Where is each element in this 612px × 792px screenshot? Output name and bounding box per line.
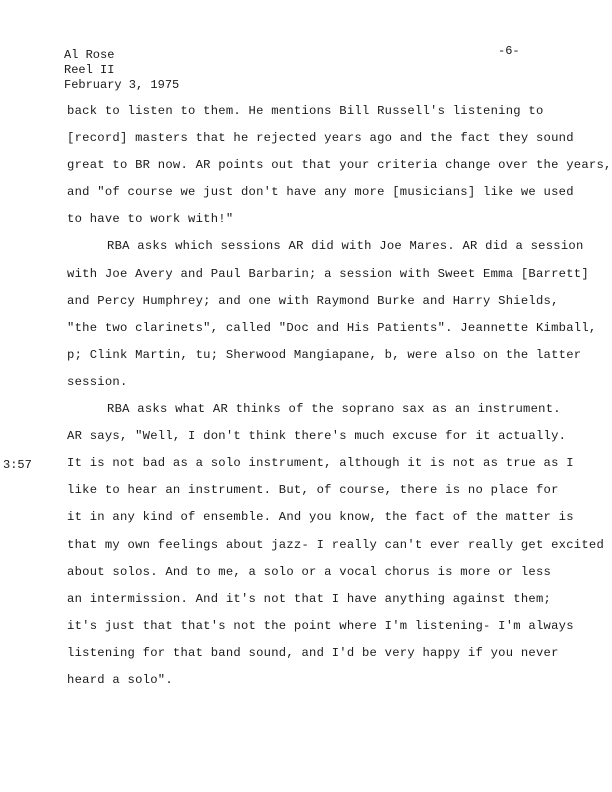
text-line: and "of course we just don't have any more [musicians] like we used (67, 185, 574, 200)
text-line: it in any kind of ensemble. And you know, the fact of the matter is (67, 510, 574, 525)
timecode-margin-note: 3:57 (3, 458, 32, 472)
text-line: AR says, "Well, I don't think there's much excuse for it actually. (67, 429, 567, 444)
text-line: [record] masters that he rejected years ago and the fact they sound (67, 131, 574, 146)
text-line: to have to work with!" (67, 212, 234, 227)
text-line: "the two clarinets", called "Doc and His Patients". Jeannette Kimball, (67, 320, 597, 335)
text-line: and Percy Humphrey; and one with Raymond Burke and Harry Shields, (67, 293, 559, 308)
transcript-body (67, 98, 612, 694)
interview-date: February 3, 1975 (64, 78, 180, 92)
reel-label: Reel II (64, 63, 115, 77)
text-line: with Joe Avery and Paul Barbarin; a session with Sweet Emma [Barrett] (67, 266, 589, 281)
text-line: heard a solo". (67, 672, 173, 687)
text-line: it's just that that's not the point where I'm listening- I'm always (67, 618, 574, 633)
text-line: that my own feelings about jazz- I really can't ever really get excited (67, 537, 605, 552)
text-line: like to hear an instrument. But, of course, there is no place for (67, 483, 559, 498)
text-line: about solos. And to me, a solo or a vocal chorus is more or less (67, 564, 552, 579)
text-line: RBA asks what AR thinks of the soprano sax as an instrument. (107, 402, 561, 417)
text-line: great to BR now. AR points out that your criteria change over the years, (67, 158, 612, 173)
text-line: listening for that band sound, and I'd be very happy if you never (67, 645, 559, 660)
interviewee-name: Al Rose (64, 48, 115, 62)
page-number: -6- (498, 44, 520, 58)
page-header (64, 48, 179, 93)
text-line: session. (67, 374, 128, 389)
text-line: p; Clink Martin, tu; Sherwood Mangiapane, b, were also on the latter (67, 347, 582, 362)
text-line: an intermission. And it's not that I have anything against them; (67, 591, 552, 606)
text-line: It is not bad as a solo instrument, although it is not as true as I (67, 456, 574, 471)
text-line: back to listen to them. He mentions Bill Russell's listening to (67, 104, 544, 118)
text-line: RBA asks which sessions AR did with Joe Mares. AR did a session (107, 239, 584, 254)
